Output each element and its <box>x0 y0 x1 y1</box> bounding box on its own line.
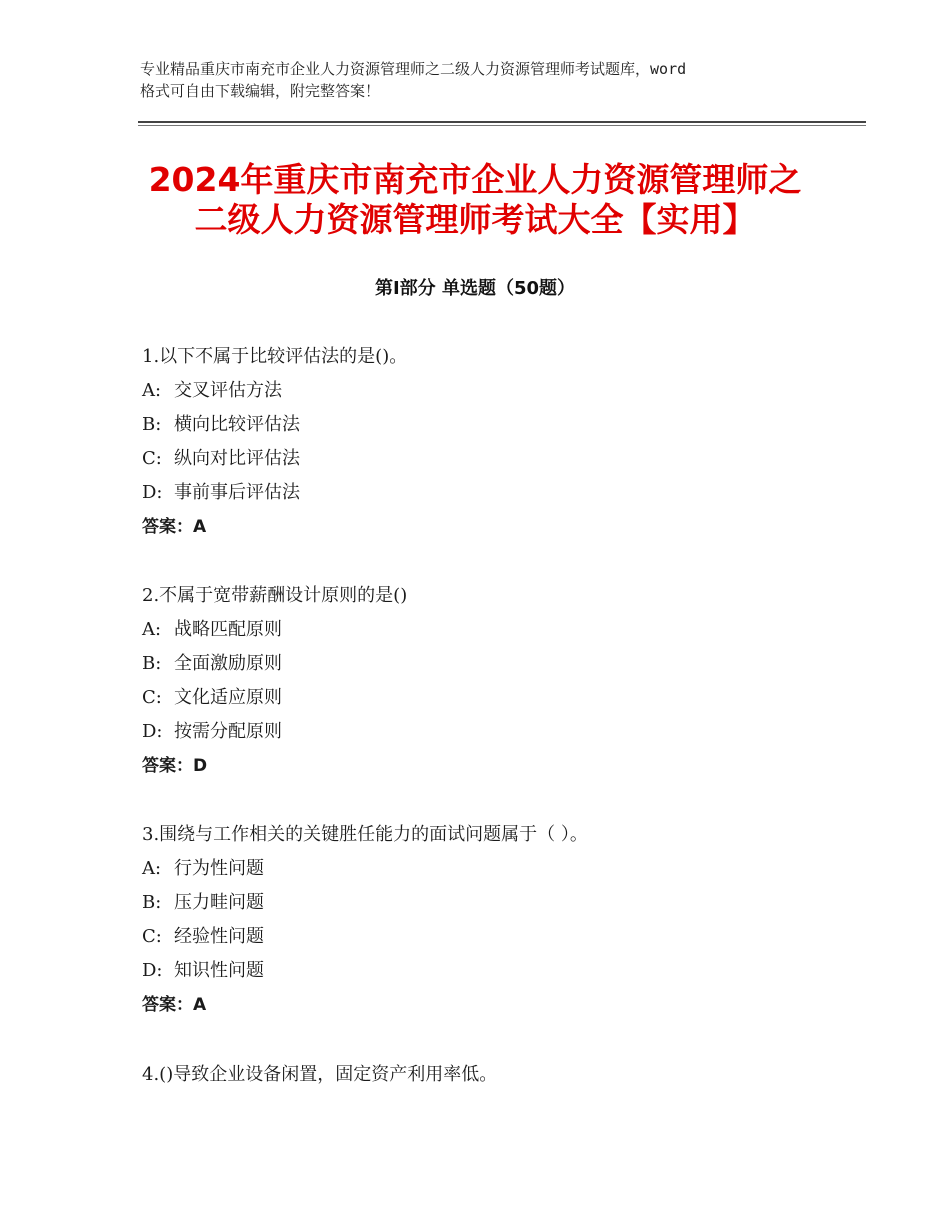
option-key: C: <box>142 448 162 469</box>
option-text: 行为性问题 <box>174 858 264 879</box>
option-a <box>142 374 862 408</box>
option-text: 知识性问题 <box>174 960 264 981</box>
section-heading: 第Ⅰ部分 单选题（50题） <box>374 278 575 299</box>
option-text: 纵向对比评估法 <box>174 448 300 469</box>
question-stem: 3.围绕与工作相关的关键胜任能力的面试问题属于（ ）。 <box>142 824 588 845</box>
option-key: A: <box>142 619 162 640</box>
answer: 答案：D <box>142 756 208 776</box>
option-a <box>142 852 862 886</box>
option-key: C: <box>142 926 162 947</box>
option-text: 按需分配原则 <box>174 721 282 742</box>
option-key: A: <box>142 858 162 879</box>
header-divider-thick <box>138 121 866 123</box>
question-stem: 4.()导致企业设备闲置，固定资产利用率低。 <box>142 1064 498 1085</box>
header-divider-thin <box>138 125 866 126</box>
title-line-1: 2024年重庆市南充市企业人力资源管理师之 <box>148 160 802 199</box>
option-key: B: <box>142 653 162 674</box>
question-4 <box>142 1058 862 1092</box>
option-b <box>142 886 862 920</box>
option-b <box>142 647 862 681</box>
option-b <box>142 408 862 442</box>
option-key: B: <box>142 892 162 913</box>
option-key: D: <box>142 482 163 503</box>
option-c <box>142 442 862 476</box>
question-2 <box>142 579 862 783</box>
option-c <box>142 681 862 715</box>
page-header <box>140 58 830 102</box>
title-line-2: 二级人力资源管理师考试大全【实用】 <box>194 200 756 239</box>
option-text: 文化适应原则 <box>174 687 282 708</box>
option-d <box>142 954 862 988</box>
question-stem: 1.以下不属于比较评估法的是()。 <box>142 346 408 367</box>
option-key: C: <box>142 687 162 708</box>
header-line-2: 格式可自由下载编辑，附完整答案！ <box>140 82 381 100</box>
option-text: 事前事后评估法 <box>174 482 300 503</box>
option-text: 交叉评估方法 <box>174 380 282 401</box>
option-text: 全面激励原则 <box>174 653 282 674</box>
option-text: 压力畦问题 <box>174 892 264 913</box>
option-text: 横向比较评估法 <box>174 414 300 435</box>
option-d <box>142 476 862 510</box>
option-text: 战略匹配原则 <box>174 619 282 640</box>
option-key: A: <box>142 380 162 401</box>
answer: 答案：A <box>142 517 207 537</box>
option-key: B: <box>142 414 162 435</box>
document-title <box>90 160 860 240</box>
header-line-1: 专业精品重庆市南充市企业人力资源管理师之二级人力资源管理师考试题库，word <box>140 60 687 78</box>
answer: 答案：A <box>142 995 207 1015</box>
option-text: 经验性问题 <box>174 926 264 947</box>
option-c <box>142 920 862 954</box>
question-stem: 2.不属于宽带薪酬设计原则的是() <box>142 585 408 606</box>
option-key: D: <box>142 721 163 742</box>
option-a <box>142 613 862 647</box>
question-3 <box>142 818 862 1022</box>
option-key: D: <box>142 960 163 981</box>
question-1 <box>142 340 862 544</box>
option-d <box>142 715 862 749</box>
